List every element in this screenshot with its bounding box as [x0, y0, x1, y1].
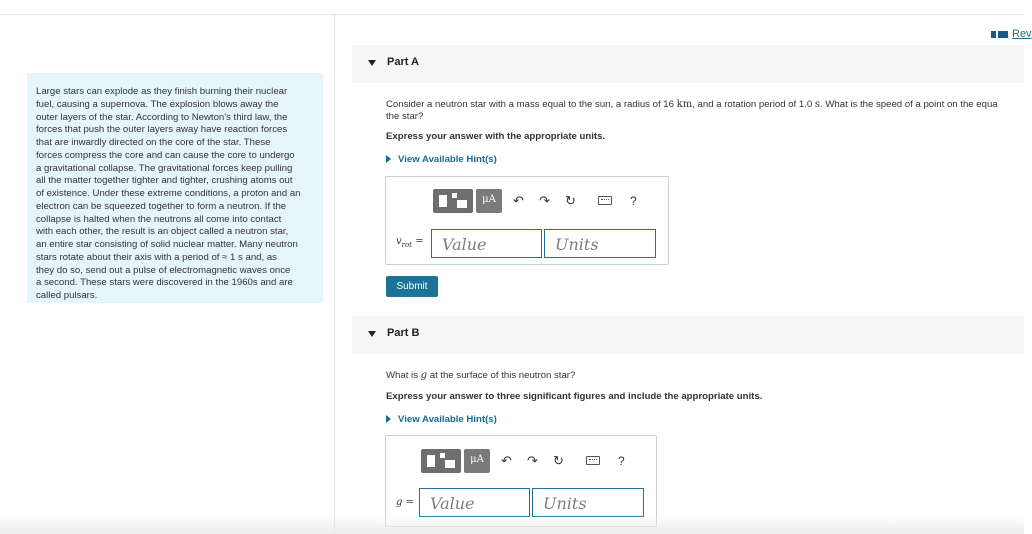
unit-km: km: [676, 99, 693, 110]
question-text: . What is the speed of a point on the equa: [820, 99, 998, 110]
top-bar: [0, 0, 1024, 15]
book-icon: [996, 31, 1008, 38]
expand-arrow-icon: [386, 415, 391, 423]
units-input[interactable]: [544, 229, 656, 258]
templates-icon[interactable]: [421, 449, 461, 473]
redo-icon[interactable]: ↷: [527, 453, 538, 468]
reset-icon[interactable]: ↻: [553, 453, 564, 468]
part-b-hint-toggle[interactable]: [386, 414, 497, 425]
hint-label: View Available Hint(s): [398, 414, 497, 425]
math-toolbar: [433, 189, 653, 213]
part-b-title: Part B: [387, 327, 420, 339]
intro-text: Large stars can explode as they finish burning their nuclear fuel, causing a supernova. The explosion blows away the outer layers of the star. According to Newton's third law, the forces that push the outer layers away have reaction forces that are inwardly directed on the core of the star. These forces compress the core and can cause the core to undergo a gravitational collapse. The gravitational forces keep pulling all the matter together tighter and tighter, crushing atoms out of existence. Under these extreme conditions, a proton and an electron can be squeezed together to form a neutron. If the collapse is halted when the neutrons all come into contact with each other, the result is an object called a neutron star, an entire star consisting of solid nuclear matter. Many neutron stars rotate about their axis with a period of ≈ 1 s and, as they do so, send out a pulse of electromagnetic waves once a second. These stars were discovered in the 1960s and are called pulsars.: [36, 86, 301, 301]
templates-icon[interactable]: [433, 189, 473, 213]
part-a-hint-toggle[interactable]: [386, 154, 497, 165]
question-text: the star?: [386, 111, 424, 122]
equals-sign: =: [412, 236, 424, 247]
value-input[interactable]: [419, 488, 530, 517]
review-link[interactable]: [991, 28, 1032, 40]
part-b-instruction: Express your answer to three significant figures and include the appropriate units.: [386, 391, 763, 402]
help-icon[interactable]: ?: [618, 454, 625, 468]
variable-subscript: rot: [401, 241, 413, 249]
hint-label: View Available Hint(s): [398, 154, 497, 165]
question-text: at the surface of this neutron star?: [427, 370, 576, 381]
equals-sign: =: [402, 497, 414, 508]
expand-arrow-icon: [386, 155, 391, 163]
question-text: Consider a neutron star with a mass equal to the sun, a radius of 16: [386, 99, 677, 110]
part-b-question: [386, 370, 575, 382]
column-divider: [334, 14, 335, 534]
review-label: Rev: [1012, 28, 1032, 40]
reset-icon[interactable]: ↻: [565, 193, 576, 208]
redo-icon[interactable]: ↷: [539, 193, 550, 208]
keyboard-icon[interactable]: [598, 196, 612, 205]
part-a-header[interactable]: [352, 45, 1024, 83]
units-input[interactable]: [532, 488, 644, 517]
part-a-instruction: Express your answer with the appropriate units.: [386, 131, 606, 142]
undo-icon[interactable]: ↶: [501, 453, 512, 468]
math-toolbar: [421, 449, 641, 473]
collapse-arrow-icon[interactable]: [368, 60, 376, 66]
part-b-variable: [396, 497, 414, 508]
keyboard-icon[interactable]: [586, 456, 600, 465]
unit-s: s: [814, 99, 821, 110]
part-b-header[interactable]: [352, 316, 1024, 354]
part-a-variable: [396, 236, 424, 249]
greek-units-icon[interactable]: μA: [464, 449, 490, 473]
part-a-question: [386, 99, 998, 123]
problem-intro: [27, 73, 323, 303]
collapse-arrow-icon[interactable]: [368, 331, 376, 337]
part-a-title: Part A: [387, 56, 419, 68]
help-icon[interactable]: ?: [630, 194, 637, 208]
variable-symbol: v: [396, 236, 402, 247]
greek-units-icon[interactable]: μA: [476, 189, 502, 213]
question-text: , and a rotation period of 1.0: [692, 99, 815, 110]
bottom-fade: [0, 514, 1024, 534]
question-text: What is: [386, 370, 421, 381]
undo-icon[interactable]: ↶: [513, 193, 524, 208]
submit-button[interactable]: Submit: [386, 276, 438, 297]
part-a-answer-box: [385, 176, 669, 265]
value-input[interactable]: [431, 229, 542, 258]
variable-symbol: g: [396, 497, 403, 508]
question-variable: g: [420, 370, 428, 381]
